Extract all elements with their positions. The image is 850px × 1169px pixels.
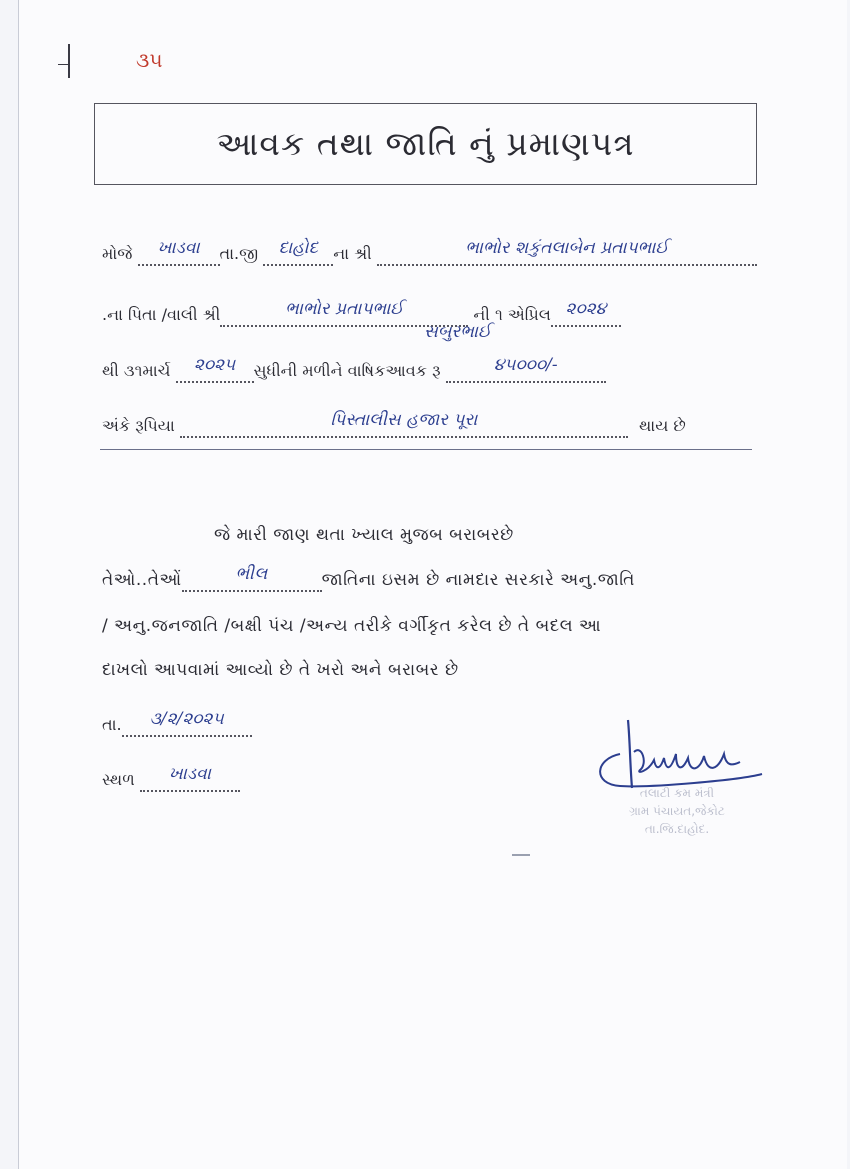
year-to-value: ૨૦૨૫: [193, 355, 236, 375]
label-taluka: તા.જી: [219, 244, 259, 263]
date-value: ૩/૨/૨૦૨૫: [149, 709, 224, 729]
label-income: સુધીની મળીને વાષિકઆવક રૂ: [253, 361, 441, 380]
title-box: [94, 103, 757, 185]
year-from-value: ૨૦૨૪: [565, 299, 607, 319]
signature-graphic: [590, 714, 770, 794]
label-words: અંકે રૂપિયા: [102, 416, 175, 435]
words-value: પિસ્તાલીસ હજાર પૂરા: [330, 410, 478, 430]
date-label: તા.: [102, 715, 122, 734]
village-value: ખાડવા: [157, 238, 200, 258]
line-village: [102, 238, 757, 266]
income-value: ૪૫૦૦૦/-: [493, 355, 558, 375]
para-line-1: જે મારી જાણ થતા ખ્યાલ મુજબ બરાબરછે: [214, 525, 514, 545]
place-line: [102, 764, 240, 792]
label-from: ની ૧ એપ્રિલ: [473, 305, 551, 324]
date-line: [102, 709, 252, 737]
stamp-line-1: તલાટી કમ મંત્રી: [639, 786, 715, 800]
father-value: ભાભોર પ્રતાપભાઈ: [285, 299, 404, 319]
margin-tick: [58, 64, 70, 65]
words-fill: [180, 410, 628, 438]
para-line-2: [102, 564, 635, 592]
father-extra-value: સબુરભાઈ: [424, 322, 492, 342]
label-to: થી ૩૧માર્ચ: [102, 361, 171, 380]
year-from-fill: [551, 299, 621, 327]
official-stamp: [592, 784, 762, 838]
year-to-fill: [176, 355, 254, 383]
name-fill: [377, 238, 757, 266]
name-value: ભાભોર શકુંતલાબેન પ્રતાપભાઈ: [465, 238, 669, 258]
label-father: .ના પિતા /વાલી શ્રી: [102, 305, 221, 324]
line-words: [102, 410, 686, 438]
certificate-title: આવક તથા જાતિ નું પ્રમાણપત્ર: [216, 124, 635, 163]
stamp-line-2: ગ્રામ પંચાયત,જેકોટ: [629, 804, 725, 818]
page-number: ૩૫: [136, 48, 163, 72]
taluka-fill: [263, 238, 333, 266]
caste-value: ભીલ: [235, 564, 268, 584]
place-value: ખાડવા: [168, 764, 211, 784]
village-fill: [138, 238, 220, 266]
date-fill: [122, 709, 252, 737]
taluka-value: દાહોદ: [278, 238, 318, 258]
stray-mark: [512, 854, 530, 856]
label-of-shri: ના શ્રી: [333, 244, 372, 263]
place-fill: [140, 764, 240, 792]
para-line-2-start: તેઓ..તેઓં: [102, 570, 182, 590]
caste-fill: [182, 564, 322, 592]
margin-mark: [68, 44, 70, 78]
para-line-4: દાખલો આપવામાં આવ્યો છે તે ખરો અને બરાબર છે: [102, 660, 459, 680]
para-line-2-end: જાતિના ઇસમ છે નામદાર સરકારે અનુ.જાતિ: [321, 570, 635, 590]
label-village: મોજે: [102, 244, 133, 263]
line-income: [102, 355, 606, 383]
para-line-3: / અનુ.જનજાતિ /બક્ષી પંચ /અન્ય તરીકે વર્ગીકૃત કરેલ છે તે બદલ આ: [102, 616, 602, 636]
income-fill: [446, 355, 606, 383]
line-father: [102, 299, 621, 327]
label-end: થાય છે: [639, 416, 686, 435]
place-label: સ્થળ: [102, 770, 135, 789]
stamp-line-3: તા.જિ.દાહોદ.: [644, 822, 710, 836]
separator-line: [100, 449, 752, 450]
